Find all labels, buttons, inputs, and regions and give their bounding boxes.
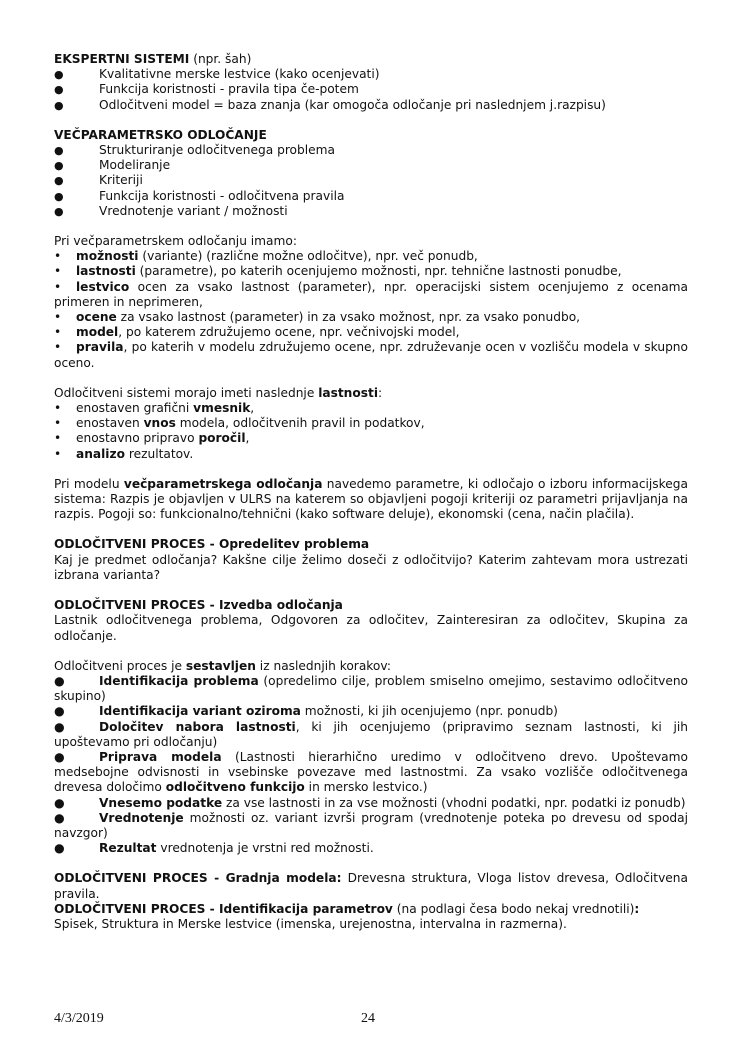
list-item: • lastnosti (parametre), po katerih ocenjujemo možnosti, npr. tehnične lastnosti ponudbe, — [54, 264, 622, 279]
list-item: • enostaven vnos modela, odločitvenih pravil in podatkov, — [54, 416, 425, 431]
have-intro: Pri večparametrskem odločanju imamo: — [54, 234, 297, 249]
list-item: • enostavno pripravo poročil, — [54, 431, 250, 446]
expert-list — [54, 67, 688, 113]
proc2-text: Lastnik odločitvenega problema, Odgovoren za odločitev, Zainteresiran za odločitev, Skupina za odločanje. — [54, 613, 688, 643]
list-item: ● Odločitveni model = baza znanja (kar omogoča odločanje pri naslednjem j.razpisu) — [54, 98, 688, 113]
list-item: • možnosti (variante) (različne možne odločitve), npr. več ponudb, — [54, 249, 478, 264]
proc2-heading: ODLOČITVENI PROCES - Izvedba odločanja — [54, 598, 343, 613]
list-item: ● Vnesemo podatke za vse lastnosti in za vse možnosti (vhodni podatki, npr. podatki iz ponudb) — [54, 795, 686, 810]
list-item: ● Kriteriji — [54, 173, 688, 188]
proc1-text: Kaj je predmet odločanja? Kakšne cilje želimo doseči z odločitvijo? Katerim zahtevam mora ustrezati izbrana varianta? — [54, 552, 688, 582]
list-item: ● Funkcija koristnosti - odločitvena pravila — [54, 189, 688, 204]
list-item: ● Priprava modela (Lastnosti hierarhično uredimo v odločitveno drevo. Upoštevamo medsebojne odvisnosti in vsebinske povezave med lastnostmi. Za vsako vozlišče odločitvenega drevesa določimo odločitveno funkcijo in mersko lestvico.) — [54, 749, 688, 795]
proc1-heading: ODLOČITVENI PROCES - Opredelitev problema — [54, 537, 370, 552]
model-paragraph: Pri modelu večparametrskega odločanja navedemo parametre, ki odločajo o izboru informacijskega sistema: Razpis je objavljen v ULRS na katerem so objavljeni pogoji kriteriji oz parametri prijavljanja na razpis. Pogoji so: funkcionalno/tehnični (kako software deluje), ekonomski (cena, način plačila). — [54, 476, 688, 522]
ident-text: Spisek, Struktura in Merske lestvice (imenska, urejenostna, intervalna in razmerna). — [54, 916, 567, 931]
build-paragraph: ODLOČITVENI PROCES - Gradnja modela: Drevesna struktura, Vloga listov drevesa, Odločitvena pravila. — [54, 871, 688, 901]
list-item: ● Identifikacija variant oziroma možnosti, ki jih ocenjujemo (npr. ponudb) — [54, 704, 558, 719]
list-item: ● Določitev nabora lastnosti, ki jih ocenjujemo (pripravimo seznam lastnosti, ki jih upoštevamo pri odločanju) — [54, 719, 688, 749]
ident-heading-line: ODLOČITVENI PROCES - Identifikacija parametrov (na podlagi česa bodo nekaj vrednotili): — [54, 901, 640, 916]
list-item: • analizo rezultatov. — [54, 446, 194, 461]
list-item: ● Modeliranje — [54, 158, 688, 173]
list-item: ● Funkcija koristnosti - pravila tipa če-potem — [54, 82, 688, 97]
props-intro: Odločitveni sistemi morajo imeti naslednje lastnosti: — [54, 385, 383, 400]
have-list — [54, 249, 688, 371]
list-item: ● Kvalitativne merske lestvice (kako ocenjevati) — [54, 67, 688, 82]
list-item: ● Vrednotenje možnosti oz. variant izvrši program (vrednotenje poteka po drevesu od spodaj navzgor) — [54, 810, 688, 840]
list-item: • model, po katerem združujemo ocene, npr. večnivojski model, — [54, 325, 460, 340]
list-item: ● Rezultat vrednotenja je vrstni red možnosti. — [54, 841, 374, 856]
list-item: • pravila, po katerih v modelu združujemo ocene, npr. združevanje ocen v vozlišču modela v skupno oceno. — [54, 340, 688, 370]
list-item: • ocene za vsako lastnost (parameter) in za vsako možnost, npr. za vsako ponudbo, — [54, 310, 581, 325]
document-page — [54, 52, 688, 932]
steps-list — [54, 674, 688, 856]
multi-heading-line — [54, 128, 688, 143]
footer-date: 4/3/2019 — [54, 1011, 104, 1026]
multi-list — [54, 143, 688, 219]
list-item: • enostaven grafični vmesnik, — [54, 401, 255, 416]
footer-page-number: 24 — [361, 1011, 375, 1026]
list-item: ● Vrednotenje variant / možnosti — [54, 204, 688, 219]
expert-heading-line: EKSPERTNI SISTEMI (npr. šah) — [54, 52, 252, 66]
list-item: • lestvico ocen za vsako lastnost (parameter), npr. operacijski sistem ocenjujemo z ocenama primeren in neprimeren, — [54, 279, 688, 309]
list-item: ● Strukturiranje odločitvenega problema — [54, 143, 688, 158]
expert-heading: EKSPERTNI SISTEMI — [54, 52, 190, 66]
multi-heading: VEČPARAMETRSKO ODLOČANJE — [54, 127, 267, 142]
list-item: ● Identifikacija problema (opredelimo cilje, problem smiselno omejimo, sestavimo odločitveno skupino) — [54, 673, 689, 704]
steps-intro: Odločitveni proces je sestavljen iz naslednjih korakov: — [54, 658, 392, 673]
props-list — [54, 401, 688, 462]
